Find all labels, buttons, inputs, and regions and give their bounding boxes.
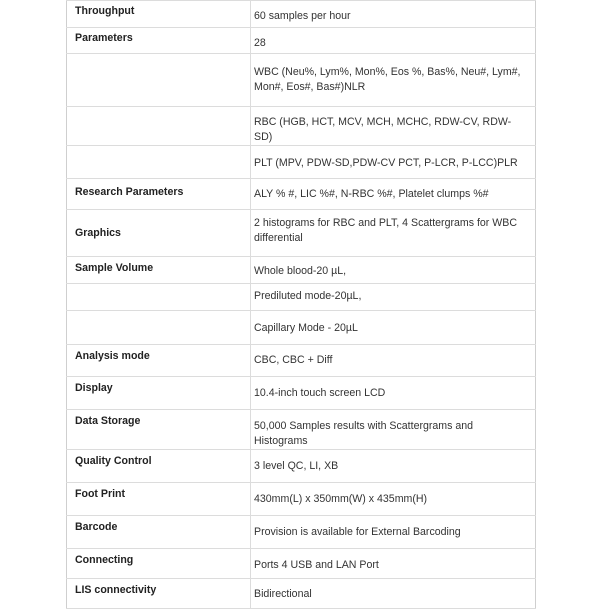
table-row <box>67 483 536 516</box>
spec-key: Barcode <box>67 516 251 549</box>
spec-key: Throughput <box>67 1 251 28</box>
table-row <box>67 345 536 377</box>
table-row <box>67 54 536 107</box>
table-row <box>67 107 536 146</box>
spec-value: PLT (MPV, PDW-SD,PDW-CV PCT, P-LCR, P-LCC)PLR <box>251 146 536 179</box>
table-row <box>67 410 536 450</box>
table-row <box>67 377 536 410</box>
spec-key: Graphics <box>67 210 251 257</box>
table-row <box>67 549 536 579</box>
table-row <box>67 179 536 210</box>
spec-key <box>67 146 251 179</box>
table-row <box>67 257 536 284</box>
spec-value: Capillary Mode - 20µL <box>251 311 536 345</box>
spec-value: 60 samples per hour <box>251 1 536 28</box>
spec-key: Foot Print <box>67 483 251 516</box>
spec-value: Prediluted mode-20µL, <box>251 284 536 311</box>
spec-value: 50,000 Samples results with Scattergrams and Histograms <box>251 410 536 450</box>
table-row <box>67 1 536 28</box>
spec-value: Ports 4 USB and LAN Port <box>251 549 536 579</box>
spec-key: Quality Control <box>67 450 251 483</box>
table-row <box>67 146 536 179</box>
spec-value: Bidirectional <box>251 579 536 609</box>
spec-value: ALY % #, LIC %#, N-RBC %#, Platelet clumps %# <box>251 179 536 210</box>
table-row <box>67 28 536 54</box>
table-row <box>67 450 536 483</box>
spec-value: RBC (HGB, HCT, MCV, MCH, MCHC, RDW-CV, RDW-SD) <box>251 107 536 146</box>
spec-key <box>67 107 251 146</box>
spec-key: LIS connectivity <box>67 579 251 609</box>
spec-value: 28 <box>251 28 536 54</box>
spec-value: 10.4-inch touch screen LCD <box>251 377 536 410</box>
spec-value: Whole blood-20 µL, <box>251 257 536 284</box>
spec-key: Sample Volume <box>67 257 251 284</box>
spec-key <box>67 311 251 345</box>
spec-key: Parameters <box>67 28 251 54</box>
table-row <box>67 210 536 257</box>
table-row <box>67 284 536 311</box>
spec-key <box>67 284 251 311</box>
spec-key: Connecting <box>67 549 251 579</box>
spec-value: 3 level QC, LI, XB <box>251 450 536 483</box>
table-row <box>67 516 536 549</box>
spec-value: WBC (Neu%, Lym%, Mon%, Eos %, Bas%, Neu#, Lym#, Mon#, Eos#, Bas#)NLR <box>251 54 536 107</box>
spec-key: Analysis mode <box>67 345 251 377</box>
spec-table-container <box>66 0 535 609</box>
table-row <box>67 579 536 609</box>
table-row <box>67 311 536 345</box>
spec-value: 430mm(L) x 350mm(W) x 435mm(H) <box>251 483 536 516</box>
spec-value: Provision is available for External Barcoding <box>251 516 536 549</box>
spec-key: Data Storage <box>67 410 251 450</box>
spec-key: Display <box>67 377 251 410</box>
specifications-table <box>66 0 536 609</box>
spec-key <box>67 54 251 107</box>
spec-value: CBC, CBC + Diff <box>251 345 536 377</box>
spec-value: 2 histograms for RBC and PLT, 4 Scattergrams for WBC differential <box>251 210 536 257</box>
spec-key: Research Parameters <box>67 179 251 210</box>
